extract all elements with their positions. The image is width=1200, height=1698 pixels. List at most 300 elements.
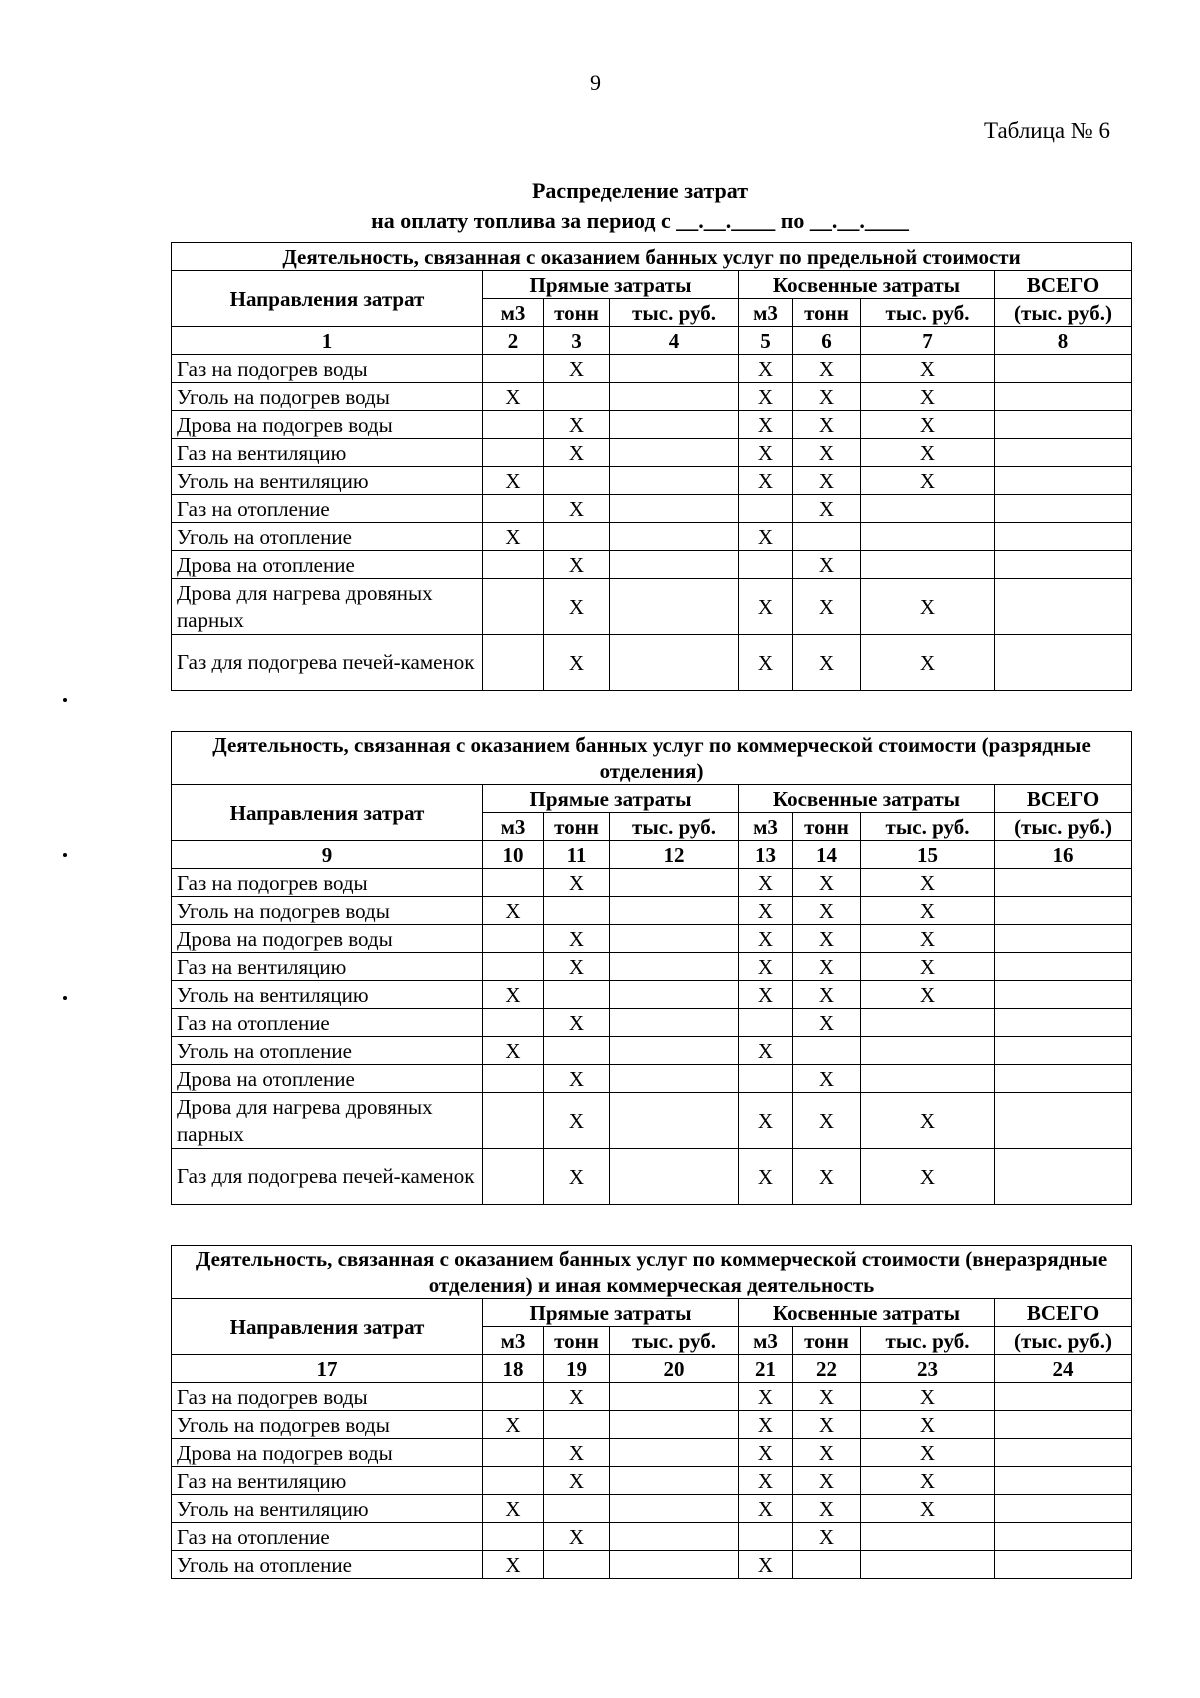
row-label: Дрова на отопление — [172, 551, 483, 579]
value-cell — [995, 551, 1132, 579]
cost-table-2 — [171, 731, 1132, 1205]
value-cell: X — [861, 925, 995, 953]
value-cell: X — [483, 1495, 544, 1523]
row-label: Газ на отопление — [172, 1009, 483, 1037]
row-label: Уголь на отопление — [172, 1551, 483, 1579]
value-cell: X — [544, 1093, 610, 1149]
value-cell: X — [739, 439, 793, 467]
value-cell — [610, 1467, 739, 1495]
column-number: 15 — [861, 841, 995, 869]
column-number: 2 — [483, 327, 544, 355]
table-row — [172, 523, 1132, 551]
value-cell: X — [739, 925, 793, 953]
header-m3: м3 — [483, 299, 544, 327]
value-cell: X — [861, 467, 995, 495]
value-cell — [483, 953, 544, 981]
value-cell — [610, 869, 739, 897]
value-cell: X — [739, 1093, 793, 1149]
header-direct-costs: Прямые затраты — [483, 785, 739, 813]
header-indirect-costs: Косвенные затраты — [739, 785, 995, 813]
value-cell: X — [544, 439, 610, 467]
value-cell — [483, 1065, 544, 1093]
column-number: 23 — [861, 1355, 995, 1383]
value-cell: X — [861, 635, 995, 691]
value-cell — [610, 953, 739, 981]
value-cell: X — [793, 355, 861, 383]
value-cell — [610, 383, 739, 411]
value-cell — [610, 551, 739, 579]
value-cell — [995, 1383, 1132, 1411]
column-number: 12 — [610, 841, 739, 869]
column-number: 18 — [483, 1355, 544, 1383]
value-cell: X — [861, 1467, 995, 1495]
value-cell: X — [793, 467, 861, 495]
value-cell: X — [739, 1439, 793, 1467]
header-indirect-costs: Косвенные затраты — [739, 1299, 995, 1327]
value-cell: X — [861, 1439, 995, 1467]
header-m3: м3 — [739, 1327, 793, 1355]
column-number: 11 — [544, 841, 610, 869]
value-cell: X — [483, 981, 544, 1009]
value-cell: X — [544, 1149, 610, 1205]
value-cell: X — [861, 981, 995, 1009]
value-cell: X — [739, 1383, 793, 1411]
value-cell — [995, 1467, 1132, 1495]
value-cell: X — [793, 897, 861, 925]
table-row — [172, 1551, 1132, 1579]
page-number: 9 — [590, 70, 601, 95]
value-cell — [610, 495, 739, 523]
scan-speck — [63, 853, 67, 857]
value-cell — [483, 635, 544, 691]
value-cell — [483, 1009, 544, 1037]
value-cell — [995, 925, 1132, 953]
column-number: 24 — [995, 1355, 1132, 1383]
table-row — [172, 355, 1132, 383]
header-rub: тыс. руб. — [610, 813, 739, 841]
row-label: Газ на вентиляцию — [172, 953, 483, 981]
header-total-unit: (тыс. руб.) — [995, 1327, 1132, 1355]
value-cell: X — [861, 897, 995, 925]
value-cell: X — [739, 1467, 793, 1495]
row-label: Дрова на отопление — [172, 1065, 483, 1093]
row-label: Уголь на вентиляцию — [172, 981, 483, 1009]
value-cell — [610, 1523, 739, 1551]
row-label: Уголь на вентиляцию — [172, 1495, 483, 1523]
value-cell: X — [544, 1467, 610, 1495]
table-row — [172, 1495, 1132, 1523]
value-cell: X — [544, 953, 610, 981]
value-cell: X — [483, 467, 544, 495]
value-cell — [995, 869, 1132, 897]
header-rub: тыс. руб. — [610, 299, 739, 327]
value-cell: X — [544, 1439, 610, 1467]
table-row — [172, 981, 1132, 1009]
value-cell: X — [861, 869, 995, 897]
value-cell: X — [861, 1495, 995, 1523]
header-m3: м3 — [739, 299, 793, 327]
value-cell — [544, 467, 610, 495]
table-row — [172, 1467, 1132, 1495]
row-label: Газ на подогрев воды — [172, 355, 483, 383]
value-cell: X — [793, 1065, 861, 1093]
value-cell — [483, 1093, 544, 1149]
value-cell — [995, 635, 1132, 691]
value-cell: X — [739, 1411, 793, 1439]
value-cell: X — [483, 1411, 544, 1439]
value-cell — [610, 523, 739, 551]
value-cell: X — [793, 495, 861, 523]
value-cell: X — [793, 953, 861, 981]
value-cell — [544, 1411, 610, 1439]
table-row — [172, 1383, 1132, 1411]
row-label: Газ на отопление — [172, 495, 483, 523]
section-title: Деятельность, связанная с оказанием банных услуг по коммерческой стоимости (разрядные отделения) — [172, 732, 1132, 785]
cost-table-1 — [171, 242, 1132, 691]
value-cell — [995, 523, 1132, 551]
value-cell: X — [544, 355, 610, 383]
value-cell: X — [861, 355, 995, 383]
value-cell — [861, 1551, 995, 1579]
header-tons: тонн — [793, 299, 861, 327]
value-cell: X — [739, 467, 793, 495]
value-cell — [610, 1439, 739, 1467]
header-total: ВСЕГО — [995, 1299, 1132, 1327]
table-label: Таблица № 6 — [984, 118, 1111, 143]
scan-speck — [63, 698, 67, 702]
section-title-row — [172, 1246, 1132, 1299]
value-cell: X — [739, 981, 793, 1009]
header-row — [172, 271, 1132, 299]
row-label: Дрова для нагрева дровяных парных — [172, 579, 483, 635]
value-cell — [610, 897, 739, 925]
value-cell — [861, 1065, 995, 1093]
value-cell — [995, 383, 1132, 411]
header-total: ВСЕГО — [995, 785, 1132, 813]
value-cell — [483, 355, 544, 383]
value-cell: X — [793, 551, 861, 579]
value-cell — [610, 635, 739, 691]
row-label: Газ для подогрева печей-каменок — [172, 1149, 483, 1205]
value-cell: X — [793, 869, 861, 897]
value-cell — [995, 411, 1132, 439]
header-indirect-costs: Косвенные затраты — [739, 271, 995, 299]
value-cell: X — [793, 411, 861, 439]
value-cell: X — [739, 897, 793, 925]
value-cell: X — [544, 411, 610, 439]
value-cell — [995, 1009, 1132, 1037]
header-m3: м3 — [483, 813, 544, 841]
row-label: Газ на отопление — [172, 1523, 483, 1551]
value-cell — [483, 495, 544, 523]
header-directions: Направления затрат — [172, 785, 483, 841]
value-cell: X — [544, 1383, 610, 1411]
header-tons: тонн — [544, 1327, 610, 1355]
row-label: Уголь на подогрев воды — [172, 897, 483, 925]
value-cell: X — [483, 523, 544, 551]
value-cell — [995, 1037, 1132, 1065]
value-cell — [544, 981, 610, 1009]
value-cell — [861, 1009, 995, 1037]
value-cell: X — [861, 579, 995, 635]
value-cell — [483, 1523, 544, 1551]
value-cell — [483, 1383, 544, 1411]
table-row — [172, 439, 1132, 467]
value-cell — [544, 1495, 610, 1523]
value-cell: X — [861, 439, 995, 467]
value-cell: X — [544, 925, 610, 953]
header-total-unit: (тыс. руб.) — [995, 299, 1132, 327]
row-label: Дрова на подогрев воды — [172, 411, 483, 439]
table-row — [172, 495, 1132, 523]
row-label: Уголь на подогрев воды — [172, 383, 483, 411]
value-cell — [544, 1037, 610, 1065]
value-cell — [995, 1495, 1132, 1523]
table-row — [172, 1439, 1132, 1467]
row-label: Уголь на вентиляцию — [172, 467, 483, 495]
column-numbers-row — [172, 841, 1132, 869]
value-cell — [610, 411, 739, 439]
value-cell — [739, 1009, 793, 1037]
table-row — [172, 869, 1132, 897]
value-cell — [610, 1009, 739, 1037]
value-cell — [544, 1551, 610, 1579]
value-cell: X — [544, 1009, 610, 1037]
title-line-2: на оплату топлива за период с __.__.____ по __.__.____ — [371, 208, 909, 233]
header-tons: тонн — [793, 813, 861, 841]
value-cell: X — [793, 1383, 861, 1411]
value-cell — [739, 1523, 793, 1551]
table-row — [172, 467, 1132, 495]
table-row — [172, 953, 1132, 981]
value-cell: X — [861, 1149, 995, 1205]
row-label: Газ для подогрева печей-каменок — [172, 635, 483, 691]
value-cell: X — [544, 551, 610, 579]
value-cell — [739, 551, 793, 579]
value-cell: X — [793, 1009, 861, 1037]
value-cell — [793, 1551, 861, 1579]
column-number: 9 — [172, 841, 483, 869]
value-cell: X — [483, 897, 544, 925]
value-cell: X — [544, 495, 610, 523]
column-number: 20 — [610, 1355, 739, 1383]
value-cell: X — [544, 635, 610, 691]
value-cell: X — [861, 1093, 995, 1149]
column-number: 4 — [610, 327, 739, 355]
column-number: 17 — [172, 1355, 483, 1383]
value-cell: X — [739, 1149, 793, 1205]
value-cell: X — [739, 1495, 793, 1523]
scan-speck — [63, 996, 67, 1000]
value-cell: X — [483, 383, 544, 411]
value-cell — [610, 981, 739, 1009]
table-row — [172, 1523, 1132, 1551]
value-cell: X — [739, 953, 793, 981]
value-cell: X — [739, 635, 793, 691]
value-cell: X — [739, 579, 793, 635]
column-number: 14 — [793, 841, 861, 869]
column-number: 13 — [739, 841, 793, 869]
header-direct-costs: Прямые затраты — [483, 271, 739, 299]
value-cell — [610, 439, 739, 467]
header-total: ВСЕГО — [995, 271, 1132, 299]
header-total-unit: (тыс. руб.) — [995, 813, 1132, 841]
value-cell: X — [739, 523, 793, 551]
value-cell: X — [793, 1149, 861, 1205]
value-cell — [995, 981, 1132, 1009]
row-label: Уголь на отопление — [172, 523, 483, 551]
section-title-row — [172, 732, 1132, 785]
table-row — [172, 1065, 1132, 1093]
table-row — [172, 897, 1132, 925]
value-cell: X — [483, 1037, 544, 1065]
value-cell — [610, 1495, 739, 1523]
value-cell — [610, 1551, 739, 1579]
header-directions: Направления затрат — [172, 271, 483, 327]
value-cell — [483, 1149, 544, 1205]
table-row — [172, 579, 1132, 635]
value-cell — [483, 869, 544, 897]
value-cell — [995, 1551, 1132, 1579]
value-cell — [610, 579, 739, 635]
value-cell — [793, 523, 861, 551]
value-cell: X — [793, 1523, 861, 1551]
value-cell: X — [793, 439, 861, 467]
row-label: Газ на подогрев воды — [172, 1383, 483, 1411]
column-numbers-row — [172, 1355, 1132, 1383]
value-cell: X — [739, 1037, 793, 1065]
table-row — [172, 1093, 1132, 1149]
value-cell: X — [544, 579, 610, 635]
value-cell: X — [483, 1551, 544, 1579]
value-cell — [610, 1093, 739, 1149]
value-cell: X — [544, 869, 610, 897]
table-row — [172, 383, 1132, 411]
row-label: Газ на подогрев воды — [172, 869, 483, 897]
column-numbers-row — [172, 327, 1132, 355]
table-row — [172, 551, 1132, 579]
value-cell: X — [793, 925, 861, 953]
row-label: Газ на вентиляцию — [172, 439, 483, 467]
value-cell — [610, 355, 739, 383]
value-cell — [861, 523, 995, 551]
value-cell — [544, 383, 610, 411]
value-cell — [610, 925, 739, 953]
value-cell — [995, 467, 1132, 495]
value-cell — [544, 897, 610, 925]
value-cell: X — [793, 635, 861, 691]
value-cell — [995, 579, 1132, 635]
value-cell: X — [861, 953, 995, 981]
section-title: Деятельность, связанная с оказанием банных услуг по предельной стоимости — [172, 243, 1132, 271]
value-cell — [610, 1037, 739, 1065]
value-cell: X — [793, 1411, 861, 1439]
column-number: 7 — [861, 327, 995, 355]
value-cell — [995, 355, 1132, 383]
value-cell — [995, 953, 1132, 981]
value-cell — [861, 1523, 995, 1551]
value-cell — [793, 1037, 861, 1065]
value-cell — [610, 1149, 739, 1205]
row-label: Уголь на подогрев воды — [172, 1411, 483, 1439]
value-cell — [739, 1065, 793, 1093]
value-cell: X — [793, 1495, 861, 1523]
value-cell — [483, 1467, 544, 1495]
title-line-1: Распределение затрат — [531, 178, 749, 203]
column-number: 8 — [995, 327, 1132, 355]
row-label: Уголь на отопление — [172, 1037, 483, 1065]
value-cell — [610, 1065, 739, 1093]
value-cell: X — [793, 579, 861, 635]
value-cell: X — [544, 1065, 610, 1093]
value-cell — [861, 551, 995, 579]
row-label: Газ на вентиляцию — [172, 1467, 483, 1495]
value-cell: X — [793, 383, 861, 411]
header-rub: тыс. руб. — [861, 1327, 995, 1355]
cost-table-3 — [171, 1245, 1132, 1579]
value-cell — [483, 579, 544, 635]
value-cell — [610, 1383, 739, 1411]
value-cell: X — [739, 1551, 793, 1579]
table-row — [172, 1009, 1132, 1037]
value-cell: X — [861, 1383, 995, 1411]
table-row — [172, 635, 1132, 691]
value-cell — [544, 523, 610, 551]
column-number: 6 — [793, 327, 861, 355]
header-direct-costs: Прямые затраты — [483, 1299, 739, 1327]
value-cell — [483, 551, 544, 579]
value-cell — [995, 1093, 1132, 1149]
header-m3: м3 — [739, 813, 793, 841]
table-row — [172, 1411, 1132, 1439]
value-cell: X — [739, 383, 793, 411]
header-row — [172, 1299, 1132, 1327]
table-row — [172, 1149, 1132, 1205]
value-cell — [739, 495, 793, 523]
column-number: 19 — [544, 1355, 610, 1383]
value-cell — [861, 1037, 995, 1065]
value-cell — [861, 495, 995, 523]
value-cell: X — [793, 1439, 861, 1467]
value-cell — [483, 411, 544, 439]
value-cell — [610, 467, 739, 495]
value-cell — [483, 439, 544, 467]
table-row — [172, 1037, 1132, 1065]
value-cell: X — [793, 1467, 861, 1495]
column-number: 16 — [995, 841, 1132, 869]
value-cell: X — [793, 981, 861, 1009]
column-number: 1 — [172, 327, 483, 355]
header-tons: тонн — [544, 299, 610, 327]
document-title — [160, 176, 1120, 236]
row-label: Дрова на подогрев воды — [172, 925, 483, 953]
value-cell: X — [739, 355, 793, 383]
value-cell — [995, 495, 1132, 523]
section-title: Деятельность, связанная с оказанием банных услуг по коммерческой стоимости (внеразрядные отделения) и иная коммерческая деятельность — [172, 1246, 1132, 1299]
value-cell — [995, 897, 1132, 925]
header-rub: тыс. руб. — [861, 813, 995, 841]
column-number: 3 — [544, 327, 610, 355]
header-row — [172, 785, 1132, 813]
table-row — [172, 925, 1132, 953]
value-cell: X — [793, 1093, 861, 1149]
row-label: Дрова для нагрева дровяных парных — [172, 1093, 483, 1149]
column-number: 10 — [483, 841, 544, 869]
value-cell — [995, 1411, 1132, 1439]
value-cell — [610, 1411, 739, 1439]
row-label: Дрова на подогрев воды — [172, 1439, 483, 1467]
table-row — [172, 411, 1132, 439]
